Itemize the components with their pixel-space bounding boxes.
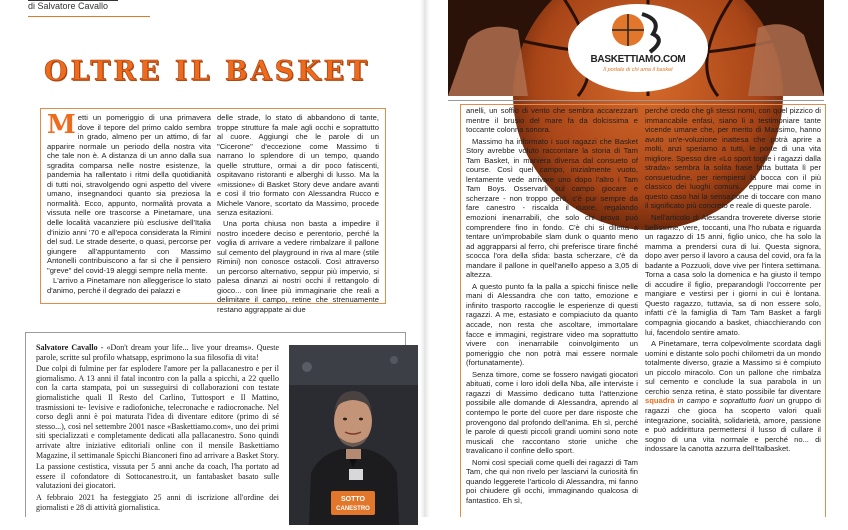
right-column-2 bbox=[645, 106, 821, 517]
banner-rule bbox=[448, 100, 824, 101]
author-portrait-illustration bbox=[289, 345, 418, 525]
book-gutter bbox=[420, 0, 430, 517]
article-paragraph: perché credo che gli stessi nomi, con quel pizzico di immancabile enfasi, siano li a testimoniare tante vicende umane che, per merito di Massimo, hanno avuto un'e-voluzione inattesa che potrà aprire a molti, anzi speriamo a tutti, le porte di una vita migliore. Spesso dire «Lo sport toglie i ragazzi dalla strada» sembra la solita frase fatta buttata lì per consuetudine, per riempiersi la bocca con il più classico dei luoghi comuni... eppure mai come in questo caso hai la sensazione di toccare con mano il significato più concreto e reale di queste parole. bbox=[645, 106, 821, 211]
article-paragraph: L'arrivo a Pinetamare non alleggerisce lo stato d'animo, perché il degrado dei palazzi e bbox=[47, 276, 211, 295]
article-text: A Pinetamare, terra colpevolmente scordata dagli uomini e distante solo pochi chilometri da un mondo totalmente diverso, grazie a Massimo si è compiuto un piccolo miracolo. Con un pallone che rimbalza sul cemento e conclude la sua parabola in un cerchio senza retina, è stato possibile far diventare bbox=[645, 339, 821, 396]
article-column-1 bbox=[47, 110, 211, 301]
article-text: etti un pomeriggio di una primavera dove il tepore del primo caldo sembra in grado, almeno per un attimo, di far apparire normale un periodo della nostra vita che tale non è. A distanza di un anno dalla sua sgradita comparsa nelle nostre esistenze, la pandemia ha rallentato i ritmi della quotidianità di tutti noi, stravolgendo ogni aspetto del vivere umano, insegnandoci quanto sia preziosa la normalità. Ecco, appunto, normalità provata a vissuta nelle ore trascorse a Pinetamare, una delle località vacanziere più esclusive dell'Italia d'inizio anni '70 e all'epoca considerata la Rimini del sud. Le strade deserte, o quasi, percorse per giungere all'appuntamento con Massimo Antonelli contribuiscono a far sì che il pensiero "greve" del covid-19 aleggi sempre nella mente. bbox=[47, 113, 211, 275]
article-paragraph: delle strade, lo stato di abbandono di tante, troppe strutture fa male agli occhi e soprattutto al cuore. Aggiungi che le parole di un "Cicerone" d'eccezione come Massimo ti narrano lo splendore di un tempo, quando quelle strutture, ormai a dir poco fatiscenti, ospitavano ristoranti e alberghi di lusso. Ma la «missione» di Basket Story deve andare avanti e così il trio formato con Alessandra Rucco e Michele Vanore, scortato da Massimo, procede senza esitazioni. bbox=[217, 113, 379, 218]
italic-phrase: in campo e soprattutto fuori bbox=[677, 396, 774, 406]
article-paragraph: Nomi così speciali come quelli dei ragazzi di Tam Tam, che qui non rivelo per lasciarvi la curiosità fin quando leggerete l'articolo di Alessandra, mi fanno poi chiudere gli occhi, immaginando qualcosa di fantastico. Eh sì, bbox=[466, 457, 638, 505]
bio-intro bbox=[36, 343, 279, 362]
byline-rule bbox=[28, 16, 150, 17]
banner-logo-text: BASKETTIAMO.COM bbox=[590, 54, 686, 65]
author-name: Salvatore Cavallo bbox=[36, 343, 98, 352]
basketball-banner-illustration bbox=[448, 0, 824, 96]
article-paragraph: anelli, un soffio di vento che sembra accarezzarti mentre il brusio del mare fa da dolcissima e toccante colonna sonora. bbox=[466, 106, 638, 135]
bio-paragraph: A febbraio 2021 ha festeggiato 25 anni di iscrizione all'ordine dei giornalisti e 28 di attività giornalistica. bbox=[36, 492, 279, 512]
banner-tagline: Il portale di chi ama il basket bbox=[603, 67, 673, 73]
article-paragraph: A questo punto fa la palla a spicchi finisce nelle mani di Alessandra che con tatto, emozione e infinito trasporto raccoglie le esperienze di questi ragazzi. A me, estasiato e compiaciuto da quanto accade, non resta che ascoltare, immortalare facce e immagini, registrare video ma soprattutto vivere con inenarrabile coinvolgimento un pomeriggio che non potrà mai essere normale (fortunatamente). bbox=[466, 281, 638, 368]
baskettiamo-banner bbox=[448, 0, 824, 96]
article-paragraph: Nell'articolo di Alessandra troverete diverse storie bellissime, vere, toccanti, una l'ho rubata e riguarda un ragazzo di 15 anni, figlio unico, che ha solo la mamma a prendersi cura di lui. Questa signora, dopo aver perso il lavoro a causa del covid, ora fa la badante a Pozzuoli, dove vive per l'intera settimana. Torna a casa solo la domenica e ha giusto il tempo di accudire il figlio, preparandogli l'occorrente per mangiare e vestirsi per i giorni in cui è lontana. Questo ragazzo, tuttavia, sa di non essere solo, infatti c'è la famiglia di Tam Tam Basket a fargli compagnia giocando a basket, chiacchierando con lui, facendolo sentire amato. bbox=[645, 213, 821, 337]
left-page bbox=[0, 0, 424, 517]
article-column-2 bbox=[217, 113, 379, 314]
byline: di Salvatore Cavallo bbox=[28, 1, 109, 11]
article-paragraph bbox=[645, 339, 821, 454]
right-column-1 bbox=[466, 106, 638, 517]
bio-paragraph: La passione cestistica, vissuta per 5 anni anche da coach, l'ha portato ad essere il cofondatore di Sottocanestro.it, un fantabasket basato sulle valutazioni dei giocatori. bbox=[36, 462, 279, 491]
article-paragraph bbox=[47, 110, 211, 275]
article-text: un gruppo di ragazzi che gioca ha scoperto valori quali integrazione, socialità, solidarietà, amore, passione e può addirittura permettersi il lusso di cullare il sogno di una vita normale e perché no... di indossare la canotta azzurra dell'Italbasket. bbox=[645, 396, 821, 454]
bio-paragraph: Due colpi di fulmine per far esplodere l'amore per la pallacanestro e per il giornalismo. A 13 anni il fatal incontro con la palla a spicchi, a 22 quello con la carta stampata, poi un susseguirsi di collaborazioni con testate giornalistiche quali Il Resto del Carlino, Tuttosport e Il Mattino, trasmissioni te- levisive e radiofoniche, telecronache e radiocronache. Nel corso degli anni è poi maturata l'idea di diventare editore (primo di sé stesso...), così nel settembre 2001 nasce «Baskettiamo.com», uno dei primi siti specializzati e completamente dedicati alla pallacanestro. Sono quindi arrivate altre iniziative editoriali online con il mensile Baskettiamo Magazine, il settimanale Spicchi Bianconeri fino ad arrivare a Basket Story. bbox=[36, 364, 279, 460]
highlighted-word: squadra bbox=[645, 396, 675, 406]
article-title: OLTRE IL BASKET bbox=[44, 56, 371, 87]
article-paragraph: Una porta chiusa non basta a impedire il nostro incedere deciso e perentorio, perché la voglia di arrivare a vedere rimbalzare il pallone sul cemento del playground in riva al mare (stile Rimini) non conosce ostacoli. Così attraverso un percorso alternativo, seppur più impervio, si palesa dinanzi ai nostri occhi il rettangolo di gioco... con linee più immaginarie che reali a delimitare il campo, retine che strenuamente restano aggrappate ai due bbox=[217, 219, 379, 314]
article-box bbox=[40, 108, 386, 314]
article-paragraph: Massimo ha informato i suoi ragazzi che Basket Story avrebbe voluto raccontare la storia di Tam Tam Basket, in maniera diversa dal consueto of course. Così quel campo, inizialmente vuoto, lentamente vede arrivare uno dopo l'altro i Tam Tam Boys. Osservarli sul campo giocare e scherzare - non troppo però, c'è pur sempre da fare canestro - riscalda il cuore, regalando emozioni inenarrabili, che solo chi prova può comprendere fino in fondo. C'è chi si diletta a tentare un'improbabile slam dunk o quanto meno ad aggrapparsi al ferro, chi preferisce tirare finché scocca l'ora della sfida: basta scherzare, c'è da mandare il pallone in quell'anello appeso a 3,05 di altezza. bbox=[466, 136, 638, 280]
svg-text:CANESTRO: CANESTRO bbox=[336, 506, 370, 512]
bio-quote: - «Don't dream your life... live your dreams». Queste parole, scritte sul profilo whatsapp, esprimono la sua filosofia di vita! bbox=[36, 343, 279, 362]
shirt-logo-text: SOTTO bbox=[341, 496, 365, 503]
author-bio-box bbox=[25, 332, 406, 517]
article-paragraph: Senza timore, come se fossero navigati giocatori abituati, come i loro idoli della Nba, alle interviste i ragazzi di Massimo dedicano tutta l'attenzione possibile alle domande di Alessandra, aprendo al contempo le porte del cuore per dare risposte che provengono dal profondo dell'anima. Eh sì, perché le parole di questi piccoli grandi uomini sono note musicali che raccontano storie uniche che travalicano il confine dello sport. bbox=[466, 369, 638, 456]
author-bio-text bbox=[36, 343, 279, 514]
drop-cap: M bbox=[47, 110, 76, 140]
author-photo bbox=[289, 345, 418, 525]
